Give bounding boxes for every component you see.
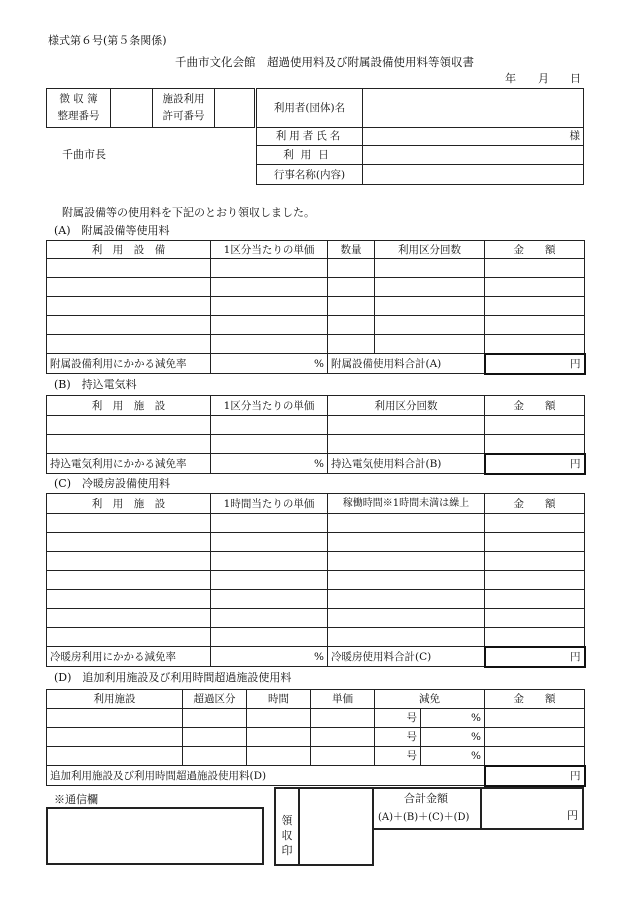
ledger-label-line1: 徴 収 簿	[59, 93, 98, 105]
table-row	[47, 590, 585, 609]
c-total-label: 冷暖房使用料合計(C)	[328, 647, 485, 667]
usage-date-value[interactable]	[363, 146, 584, 165]
form-number: 様式第６号(第５条関係)	[48, 34, 167, 47]
b-cell[interactable]	[47, 435, 211, 454]
d-header-unit-price: 単価	[311, 690, 375, 709]
c-cell[interactable]	[47, 571, 211, 590]
a-cell[interactable]	[47, 335, 211, 354]
d-total-label: 追加利用施設及び利用時間超過施設使用料(D)	[47, 766, 485, 786]
c-cell[interactable]	[47, 590, 211, 609]
section-c-title: (C) 冷暖房設備使用料	[54, 477, 170, 490]
grand-total-yen: 円	[567, 809, 578, 822]
a-cell[interactable]	[485, 297, 585, 316]
date-month-label: 月	[538, 72, 549, 85]
c-cell[interactable]	[47, 552, 211, 571]
stamp-char-2: 収	[281, 829, 293, 842]
b-header-unit-price: 1区分当たりの単価	[211, 396, 328, 416]
section-d-title: (D) 追加利用施設及び利用時間超過施設使用料	[54, 671, 292, 684]
b-cell[interactable]	[485, 416, 585, 435]
ledger-number-value[interactable]	[111, 89, 153, 128]
b-header-facility: 利 用 施 設	[47, 396, 211, 416]
table-row	[47, 628, 585, 647]
d-cell[interactable]	[247, 747, 311, 766]
a-cell[interactable]	[47, 278, 211, 297]
a-cell[interactable]	[375, 335, 485, 354]
d-unit-sign: 号	[406, 731, 417, 743]
table-row	[47, 259, 585, 278]
b-discount-rate[interactable]	[211, 454, 328, 474]
c-cell[interactable]	[328, 552, 485, 571]
permit-label-line1: 施設利用	[162, 93, 205, 105]
b-header-count: 利用区分回数	[328, 396, 485, 416]
c-cell[interactable]	[328, 590, 485, 609]
a-cell[interactable]	[211, 335, 328, 354]
a-cell[interactable]	[328, 259, 375, 278]
table-row	[47, 747, 585, 766]
b-discount-label: 持込電気利用にかかる減免率	[47, 454, 211, 474]
d-header-amount: 金 額	[485, 690, 585, 709]
c-header-amount: 金 額	[485, 494, 585, 514]
d-discount-rate[interactable]	[421, 709, 485, 728]
d-cell[interactable]	[311, 747, 375, 766]
table-row	[47, 278, 585, 297]
grand-total-formula: (A)＋(B)＋(C)＋(D)	[378, 812, 470, 823]
d-header-time: 時間	[247, 690, 311, 709]
b-total-amount[interactable]	[485, 454, 585, 474]
d-discount-rate[interactable]	[421, 747, 485, 766]
a-cell[interactable]	[375, 259, 485, 278]
permit-number-label	[153, 89, 215, 128]
section-d-table	[46, 689, 586, 787]
d-cell[interactable]	[183, 747, 247, 766]
table-row	[47, 416, 585, 435]
table-row	[47, 609, 585, 628]
d-cell[interactable]	[311, 709, 375, 728]
a-cell[interactable]	[375, 316, 485, 335]
d-cell[interactable]	[485, 747, 585, 766]
section-c-table	[46, 493, 586, 668]
grand-total-divider	[480, 789, 482, 828]
d-cell[interactable]	[47, 709, 183, 728]
c-cell[interactable]	[211, 628, 328, 647]
a-yen-sign: 円	[570, 357, 581, 370]
d-cell[interactable]	[247, 709, 311, 728]
c-cell[interactable]	[211, 609, 328, 628]
b-cell[interactable]	[47, 416, 211, 435]
a-cell[interactable]	[328, 335, 375, 354]
a-total-amount[interactable]	[485, 354, 585, 374]
a-cell[interactable]	[47, 259, 211, 278]
b-cell[interactable]	[211, 435, 328, 454]
event-name-value[interactable]	[363, 165, 584, 185]
a-total-label: 附属設備使用料合計(A)	[328, 354, 485, 374]
d-total-amount[interactable]	[485, 766, 585, 786]
d-yen-sign: 円	[570, 769, 581, 782]
b-header-amount: 金 額	[485, 396, 585, 416]
permit-number-value[interactable]	[215, 89, 255, 128]
c-cell[interactable]	[485, 609, 585, 628]
c-cell[interactable]	[211, 514, 328, 533]
c-cell[interactable]	[328, 628, 485, 647]
c-cell[interactable]	[485, 514, 585, 533]
grand-total-box	[372, 787, 584, 830]
b-cell[interactable]	[485, 435, 585, 454]
d-cell[interactable]	[47, 728, 183, 747]
d-unit-sign: 号	[406, 712, 417, 724]
ledger-label-line2: 整理番号	[57, 110, 100, 122]
table-row	[47, 533, 585, 552]
a-cell[interactable]	[47, 316, 211, 335]
grand-total-label: 合計金額	[404, 792, 448, 805]
d-cell[interactable]	[485, 728, 585, 747]
b-total-label: 持込電気使用料合計(B)	[328, 454, 485, 474]
c-header-hourly-price: 1時間当たりの単価	[211, 494, 328, 514]
section-a-title: (A) 附属設備等使用料	[54, 224, 170, 237]
d-header-excess-class: 超過区分	[183, 690, 247, 709]
c-cell[interactable]	[485, 590, 585, 609]
c-cell[interactable]	[328, 514, 485, 533]
c-cell[interactable]	[211, 590, 328, 609]
section-a-table	[46, 240, 586, 375]
event-name-label: 行事名称(内容)	[257, 165, 363, 185]
issuer-name: 千曲市長	[62, 148, 106, 161]
a-cell[interactable]	[47, 297, 211, 316]
table-row	[47, 728, 585, 747]
a-cell[interactable]	[485, 335, 585, 354]
c-cell[interactable]	[47, 533, 211, 552]
d-cell[interactable]	[47, 747, 183, 766]
c-cell[interactable]	[485, 533, 585, 552]
a-cell[interactable]	[485, 316, 585, 335]
a-header-count: 利用区分回数	[375, 241, 485, 259]
d-cell[interactable]	[485, 709, 585, 728]
stamp-char-1: 領	[281, 814, 293, 827]
c-header-hours: 稼働時間※1時間未満は繰上	[328, 494, 485, 514]
grand-total-amount[interactable]	[484, 809, 578, 823]
a-discount-label: 附属設備利用にかかる減免率	[47, 354, 211, 374]
a-header-equipment: 利 用 設 備	[47, 241, 211, 259]
c-cell[interactable]	[328, 571, 485, 590]
date-day-label: 日	[570, 72, 581, 85]
c-cell[interactable]	[47, 628, 211, 647]
d-cell[interactable]	[183, 709, 247, 728]
a-cell[interactable]	[328, 316, 375, 335]
a-cell[interactable]	[211, 259, 328, 278]
d-discount-no[interactable]	[375, 728, 421, 747]
org-name-value[interactable]	[363, 89, 584, 128]
d-discount-rate[interactable]	[421, 728, 485, 747]
permit-label-line2: 許可番号	[162, 110, 205, 122]
user-name-label: 利用者氏名	[257, 127, 363, 146]
b-cell[interactable]	[328, 416, 485, 435]
c-header-facility: 利 用 施 設	[47, 494, 211, 514]
c-cell[interactable]	[328, 609, 485, 628]
b-percent-sign: %	[314, 457, 324, 470]
a-cell[interactable]	[211, 297, 328, 316]
d-cell[interactable]	[311, 728, 375, 747]
a-cell[interactable]	[375, 297, 485, 316]
a-header-quantity: 数量	[328, 241, 375, 259]
c-cell[interactable]	[485, 552, 585, 571]
a-header-unit-price: 1区分当たりの単価	[211, 241, 328, 259]
ledger-number-label	[47, 89, 111, 128]
d-cell[interactable]	[183, 728, 247, 747]
c-cell[interactable]	[211, 571, 328, 590]
b-yen-sign: 円	[570, 457, 581, 470]
a-cell[interactable]	[485, 259, 585, 278]
c-yen-sign: 円	[570, 650, 581, 663]
table-row	[47, 552, 585, 571]
c-total-amount[interactable]	[485, 647, 585, 667]
d-percent-sign: %	[471, 712, 481, 724]
d-percent-sign: %	[471, 731, 481, 743]
user-name-value[interactable]	[363, 127, 584, 146]
d-discount-no[interactable]	[375, 709, 421, 728]
date-year-label: 年	[505, 72, 516, 85]
table-row	[47, 709, 585, 728]
user-info-table	[256, 88, 584, 185]
d-cell[interactable]	[247, 728, 311, 747]
a-percent-sign: %	[314, 357, 324, 370]
table-row	[47, 571, 585, 590]
name-suffix: 様	[569, 130, 580, 143]
a-cell[interactable]	[211, 278, 328, 297]
d-header-discount: 減免	[375, 690, 485, 709]
table-row	[47, 435, 585, 454]
intro-text: 附属設備等の使用料を下記のとおり領収しました。	[62, 206, 315, 219]
d-unit-sign: 号	[406, 750, 417, 762]
c-discount-label: 冷暖房利用にかかる減免率	[47, 647, 211, 667]
c-cell[interactable]	[211, 552, 328, 571]
d-header-facility: 利用施設	[47, 690, 183, 709]
d-discount-no[interactable]	[375, 747, 421, 766]
c-cell[interactable]	[47, 609, 211, 628]
notes-box[interactable]	[46, 807, 264, 865]
receipt-stamp-box	[274, 787, 374, 866]
table-row	[47, 514, 585, 533]
usage-date-label: 利用日	[257, 146, 363, 165]
c-cell[interactable]	[211, 533, 328, 552]
stamp-label	[280, 813, 294, 858]
stamp-divider	[298, 789, 300, 864]
c-cell[interactable]	[485, 628, 585, 647]
d-percent-sign: %	[471, 750, 481, 762]
a-discount-rate[interactable]	[211, 354, 328, 374]
a-cell[interactable]	[375, 278, 485, 297]
section-b-title: (B) 持込電気料	[54, 378, 137, 391]
a-cell[interactable]	[328, 278, 375, 297]
table-row	[47, 316, 585, 335]
section-b-table	[46, 395, 586, 475]
c-discount-rate[interactable]	[211, 647, 328, 667]
a-cell[interactable]	[211, 316, 328, 335]
c-cell[interactable]	[328, 533, 485, 552]
table-row	[47, 335, 585, 354]
document-title: 千曲市文化会館 超過使用料及び附属設備使用料等領収書	[175, 55, 474, 69]
a-cell[interactable]	[328, 297, 375, 316]
org-name-label: 利用者(団体)名	[257, 89, 363, 128]
table-row	[47, 297, 585, 316]
notes-label: ※通信欄	[54, 793, 98, 806]
c-percent-sign: %	[314, 650, 324, 663]
b-cell[interactable]	[328, 435, 485, 454]
c-cell[interactable]	[485, 571, 585, 590]
admin-number-table	[46, 88, 255, 128]
stamp-char-3: 印	[281, 844, 293, 857]
c-cell[interactable]	[47, 514, 211, 533]
a-cell[interactable]	[485, 278, 585, 297]
b-cell[interactable]	[211, 416, 328, 435]
a-header-amount: 金 額	[485, 241, 585, 259]
